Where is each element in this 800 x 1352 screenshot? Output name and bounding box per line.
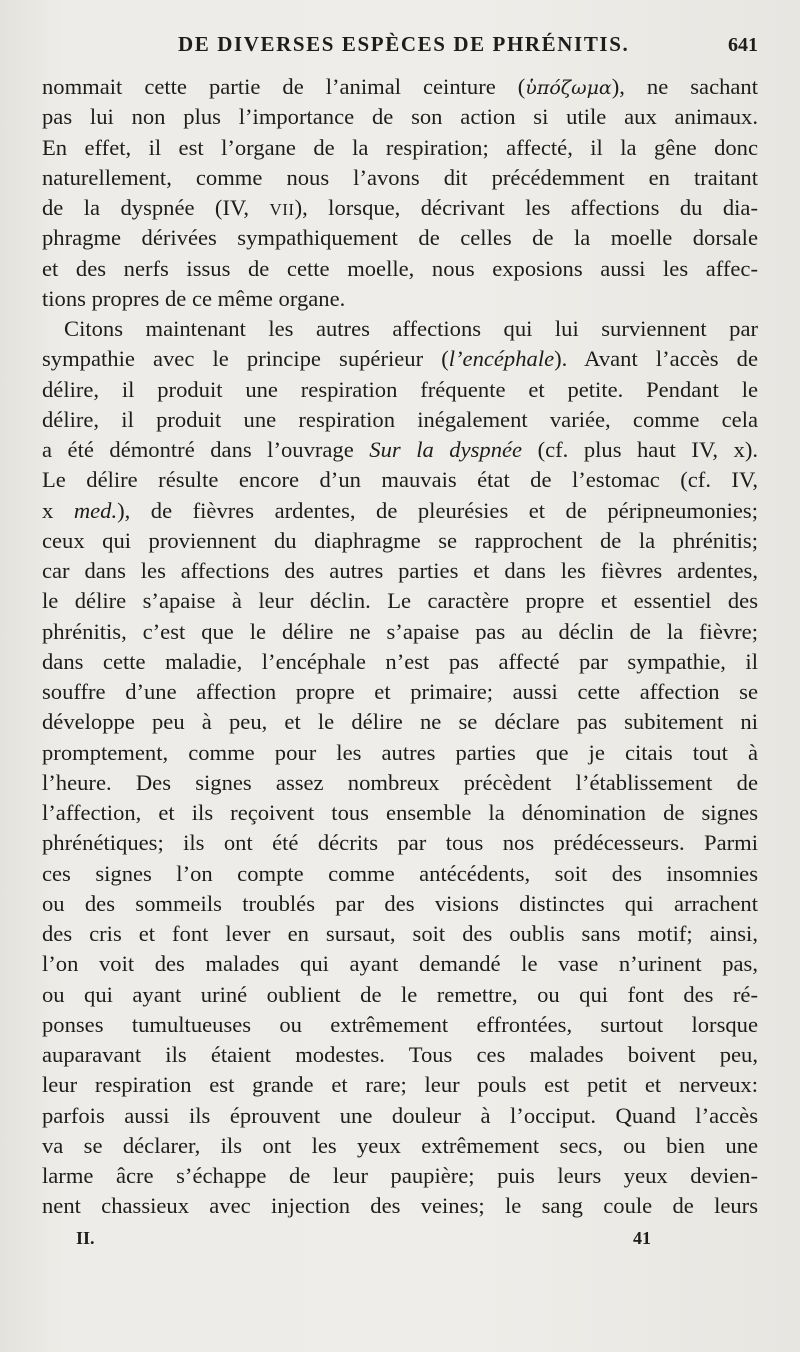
text-segment: l’heure. Des signes assez nombreux précèdent l’établissement de [42, 769, 758, 795]
text-segment: et des nerfs issus de cette moelle, nous exposions aussi les affec- [42, 255, 758, 281]
text-line [42, 1101, 758, 1131]
text-line [42, 102, 758, 132]
text-segment: nommait cette partie de l’animal ceinture ( [42, 74, 526, 99]
text-line [42, 1161, 758, 1191]
text-segment: phrénitis, c’est que le délire ne s’apaise pas au déclin de la fièvre; [42, 618, 758, 644]
text-line [42, 1010, 758, 1040]
text-segment: x [42, 497, 74, 523]
text-line [42, 375, 758, 405]
text-line [42, 193, 758, 223]
text-segment: VII [269, 200, 295, 219]
text-line [42, 465, 758, 495]
text-segment: ), ne sachant [611, 74, 758, 99]
text-line [42, 435, 758, 465]
text-line [42, 163, 758, 193]
text-segment: délire, il produit une respiration inégalement variée, comme cela [42, 406, 758, 432]
text-line [42, 254, 758, 284]
text-line [42, 677, 758, 707]
text-line [42, 344, 758, 374]
page-number: 641 [728, 34, 758, 56]
text-segment: pas lui non plus l’importance de son action si utile aux animaux. [42, 104, 758, 130]
text-line [42, 496, 758, 526]
text-segment: le délire s’apaise à leur déclin. Le caractère propre et essentiel des [42, 588, 758, 614]
text-segment: Le délire résulte encore d’un mauvais état de l’estomac (cf. IV, [42, 467, 758, 493]
text-line [42, 919, 758, 949]
text-line [42, 949, 758, 979]
text-line [42, 586, 758, 616]
text-segment: ), lorsque, décrivant les affections du dia- [294, 195, 758, 220]
text-line [42, 314, 758, 344]
text-segment: dans cette maladie, l’encéphale n’est pas affecté par sympathie, il [42, 648, 758, 674]
text-segment: sympathie avec le principe supérieur ( [42, 346, 449, 372]
text-segment: naturellement, comme nous l’avons dit précédemment en traitant [42, 164, 758, 190]
text-line [42, 1191, 758, 1221]
text-segment: phrénétiques; ils ont été décrits par tous nos prédécesseurs. Parmi [42, 830, 758, 856]
text-segment: ). Avant l’accès de [554, 346, 758, 372]
running-head [0, 32, 800, 66]
text-segment: de la dyspnée (IV, [42, 195, 270, 220]
text-segment: ), de fièvres ardentes, de pleurésies et de péripneumonies; [117, 497, 758, 523]
text-segment: larme âcre s’échappe de leur paupière; puis leurs yeux devien- [42, 1163, 758, 1188]
text-segment: ceux qui proviennent du diaphragme se rapprochent de la phrénitis; [42, 527, 758, 553]
text-line [42, 556, 758, 586]
text-segment: phragme dérivées sympathiquement de celles de la moelle dorsale [42, 225, 758, 251]
text-line [42, 798, 758, 828]
text-line [42, 707, 758, 737]
text-segment: tions propres de ce même organe. [42, 285, 346, 311]
text-segment: ou qui ayant uriné oublient de le remettre, ou qui font des ré- [42, 981, 758, 1007]
text-line [42, 72, 758, 102]
text-line [42, 223, 758, 253]
text-segment: auparavant ils étaient modestes. Tous ces malades boivent peu, [42, 1042, 758, 1067]
text-segment: l’affection, et ils reçoivent tous ensemble la dénomination de signes [42, 800, 758, 825]
text-line [42, 284, 758, 314]
text-line [42, 859, 758, 889]
running-title: DE DIVERSES ESPÈCES DE PHRÉNITIS. [178, 32, 630, 56]
signature-volume: II. [76, 1228, 95, 1248]
text-segment: souffre d’une affection propre et primaire; aussi cette affection se [42, 679, 758, 704]
italic-text: Sur la dyspnée [369, 437, 523, 462]
text-line [42, 1070, 758, 1100]
text-segment: parfois aussi ils éprouvent une douleur à l’occiput. Quand l’accès [42, 1102, 758, 1128]
text-segment: ou des sommeils troublés par des visions distinctes qui arrachent [42, 890, 758, 916]
text-line [42, 526, 758, 556]
text-line [42, 889, 758, 919]
body-text [42, 72, 758, 1222]
text-segment: des cris et font lever en sursaut, soit des oublis sans motif; ainsi, [42, 921, 758, 946]
text-segment: l’on voit des malades qui ayant demandé le vase n’urinent pas, [42, 951, 758, 977]
text-segment: En effet, il est l’organe de la respiration; affecté, il la gêne donc [42, 134, 758, 160]
text-line [42, 617, 758, 647]
text-segment: développe peu à peu, et le délire ne se déclare pas subitement ni [42, 709, 758, 735]
text-segment: Citons maintenant les autres affections qui lui surviennent par [64, 316, 758, 341]
text-segment: va se déclarer, ils ont les yeux extrêmement secs, ou bien une [42, 1132, 758, 1158]
text-line [42, 405, 758, 435]
text-segment: délire, il produit une respiration fréquente et petite. Pendant le [42, 376, 758, 402]
text-segment: leur respiration est grande et rare; leur pouls est petit et nerveux: [42, 1072, 758, 1098]
text-segment: ces signes l’on compte comme antécédents, soit des insomnies [42, 860, 758, 886]
text-line [42, 738, 758, 768]
text-line [42, 133, 758, 163]
italic-text: med. [73, 497, 118, 523]
text-line [42, 1040, 758, 1070]
text-line [42, 768, 758, 798]
text-segment: car dans les affections des autres parties et dans les fièvres ardentes, [42, 558, 758, 583]
text-segment: a été démontré dans l’ouvrage [42, 437, 370, 462]
text-line [42, 647, 758, 677]
text-line [42, 828, 758, 858]
signature-sheet: 41 [633, 1228, 651, 1248]
italic-text: l’encéphale [448, 346, 555, 372]
text-line [42, 1131, 758, 1161]
text-segment: nent chassieux avec injection des veines; le sang coule de leurs [42, 1193, 758, 1219]
page-footer [0, 1228, 800, 1258]
text-segment: promptement, comme pour les autres parties que je citais tout à [42, 739, 758, 765]
text-segment: ponses tumultueuses ou extrêmement effrontées, surtout lorsque [42, 1011, 758, 1037]
greek-word: ὑπόζωμα [525, 77, 612, 99]
text-line [42, 980, 758, 1010]
text-segment: (cf. plus haut IV, x). [522, 437, 758, 462]
